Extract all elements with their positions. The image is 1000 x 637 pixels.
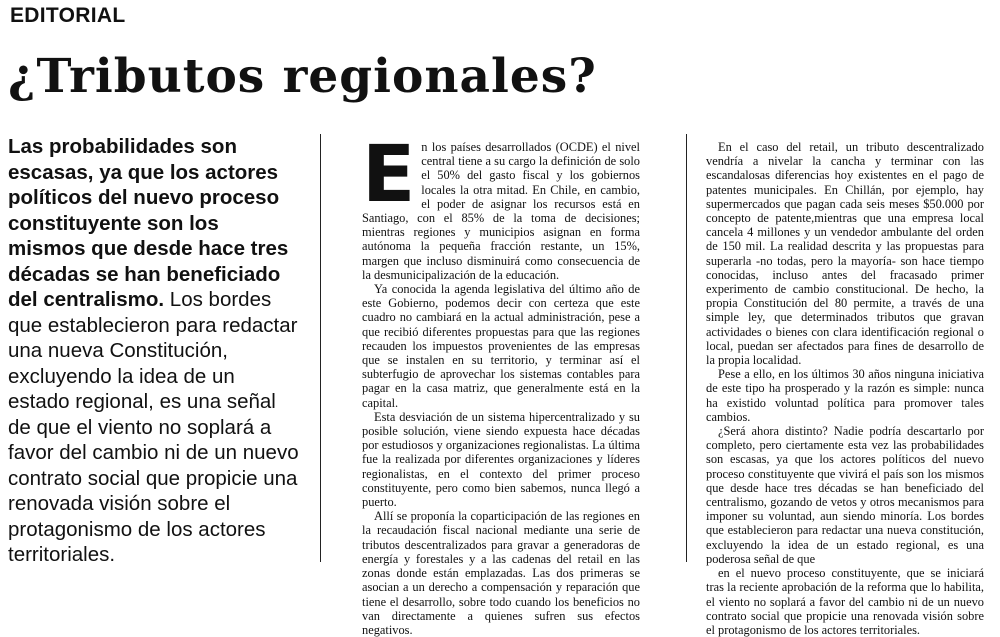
paragraph-text: n los países desarrollados (OCDE) el nivel central tiene a su cargo la definición de solo el 50% del gasto fiscal y los gobiernos locales la otra mitad. En Chile, en cambio, el poder de asignar los recursos está en Santiago, con el 85% de la toma de decisiones; mientras regiones y municipios asignan en forma autónoma la pequeña fracción restante, un 15%, margen que incluso disminuirá como consecuencia de la desmunicipalización de la educación.	[362, 140, 640, 282]
body-column-2	[706, 140, 984, 637]
lede	[8, 134, 300, 568]
section-label: EDITORIAL	[10, 4, 126, 27]
column-rule	[320, 134, 321, 562]
lede-bold: Las probabilidades son escasas, ya que los actores políticos del nuevo proceso constituyente son los mismos que desde hace tres décadas se han beneficiado del centralismo.	[8, 135, 289, 311]
paragraph	[362, 130, 640, 282]
body-column-1	[362, 130, 640, 637]
paragraph: Pese a ello, en los últimos 30 años ninguna iniciativa de este tipo ha prosperado y la razón es simple: nunca ha existido voluntad política para promover tales cambios.	[706, 367, 984, 424]
paragraph: Allí se proponía la coparticipación de las regiones en la recaudación fiscal nacional mediante una serie de tributos descentralizados para gravar a generadoras de energía y forestales y a las cadenas del retail en las zonas donde están emplazadas. Las dos primeras se asocian a un derecho a compensación y reparación que tiene el desarrollo, sobre todo cuando los beneficios no van directamente a quienes sufren sus efectos negativos.	[362, 509, 640, 637]
paragraph: En el caso del retail, un tributo descentralizado vendría a nivelar la cancha y terminar con las escandalosas diferencias hoy existentes en el pago de patentes municipales. En Chillán, por ejemplo, hay supermercados que pagan cada seis meses $50.000 por concepto de patente,mientras que una empresa local cancela 4 millones y un vendedor ambulante del orden de 150 mil. La realidad descrita y las propuestas para superarla -no todas, pero la mayoría- son hace tiempo conocidas, incluso antes del fracasado primer experimento de cambio constitucional. De hecho, la propia Constitución del 80 permite, a través de una simple ley, que determinados tributos que gravan actividades o bienes con clara identificación regional o local, puedan ser afectados para fines de desarrollo de la propia localidad.	[706, 140, 984, 368]
paragraph: ¿Será ahora distinto? Nadie podría descartarlo por completo, pero ciertamente esta vez las probabilidades son escasas, ya que los actores políticos del nuevo proceso constituyente que vivirá el país son los mismos que desde hace tres décadas se han beneficiado del centralismo, gozando de vetos y otros mecanismos para imponer su voluntad, aun siendo minoría. Los bordes que establecieron para redactar una nueva constitución, excluyendo la idea de un estado regional, es una poderosa señal de que	[706, 424, 984, 566]
column-rule	[686, 134, 687, 562]
headline: ¿Tributos regionales?	[8, 49, 597, 104]
paragraph: Ya conocida la agenda legislativa del último año de este Gobierno, podemos decir con certeza que este cuadro no cambiará en la actual administración, pese a que recibió diferentes propuestas para que las regiones recauden los impuestos provenientes de las empresas que se instalen en su territorio, y terminar así el subterfugio de aprovechar los sistemas contables para pagar en la casa matriz, que generalmente está en la capital.	[362, 282, 640, 410]
drop-cap: E	[362, 130, 416, 220]
paragraph: en el nuevo proceso constituyente, que se iniciará tras la reciente aprobación de la reforma que lo habilita, el viento no soplará a favor del cambio ni de un nuevo contrato social que propicie una renovada visión sobre el protagonismo de los actores territoriales.	[706, 566, 984, 637]
lede-regular: Los bordes que establecieron para redactar una nueva Constitución, excluyendo la idea de un estado regional, es una señal de que el viento no soplará a favor del cambio ni de un nuevo contrato social que propicie una renovada visión sobre el protagonismo de los actores territoriales.	[8, 288, 299, 566]
paragraph: Esta desviación de un sistema hipercentralizado y su posible solución, viene siendo expuesta hace décadas por estudiosos y organizaciones regionalistas. La última fue la realizada por diferentes organizaciones y líderes regionalistas, en el contexto del primer proceso constituyente, pero como bien sabemos, nunca llegó a puerto.	[362, 409, 640, 510]
